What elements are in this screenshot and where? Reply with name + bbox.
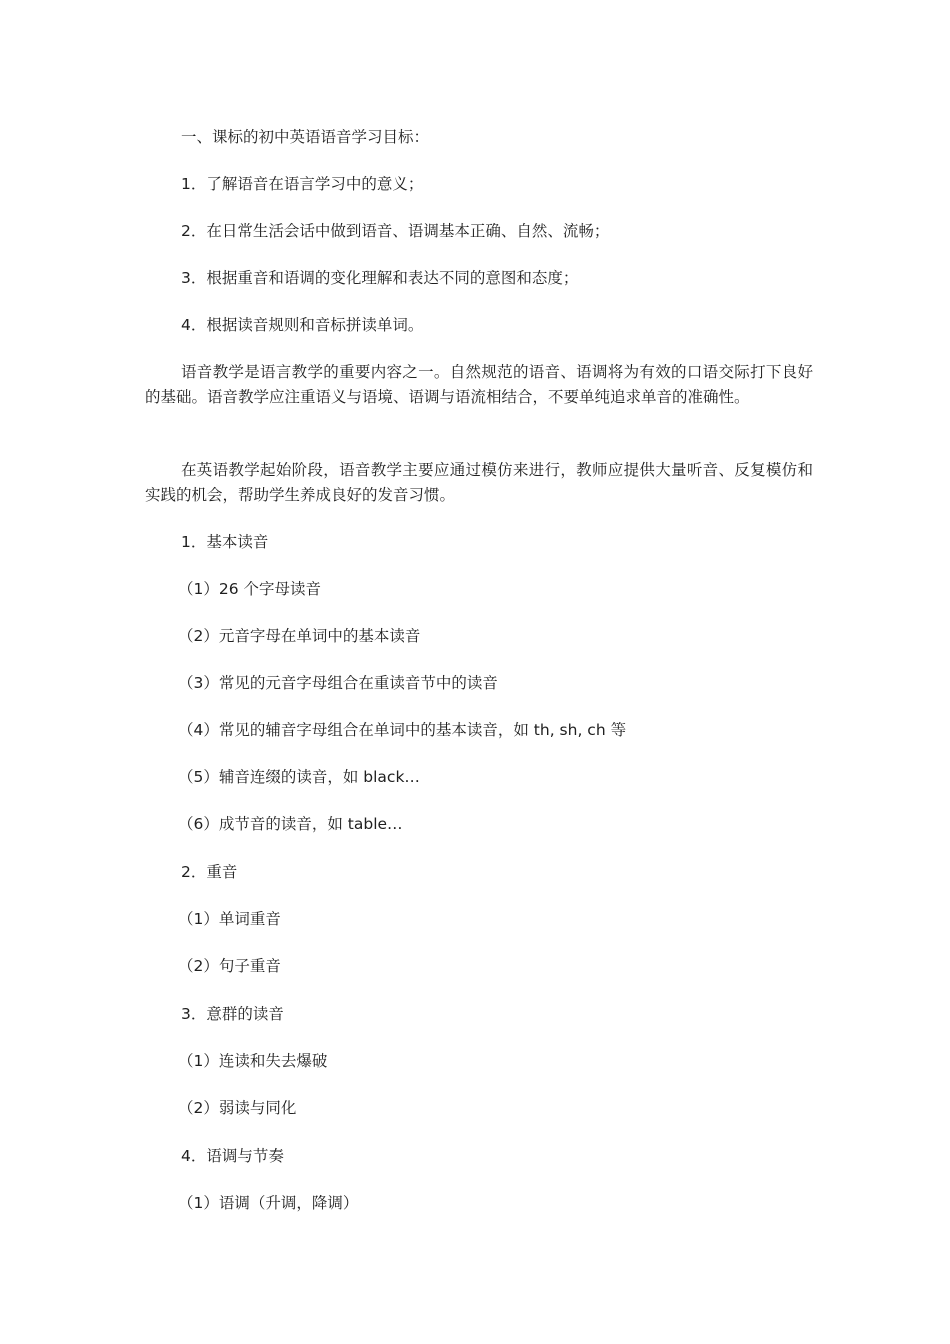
body-paragraph: 语音教学是语言教学的重要内容之一。自然规范的语音、语调将为有效的口语交际打下良好的基础。语音教学应注重语义与语境、语调与语流相结合，不要单纯追求单音的准确性。: [145, 363, 813, 406]
list-item: （2）句子重音: [178, 957, 281, 975]
list-item: （4）常见的辅音字母组合在单词中的基本读音，如 th, sh, ch 等: [178, 721, 627, 739]
list-item: （3）常见的元音字母组合在重读音节中的读音: [178, 674, 498, 692]
list-item: （6）成节音的读音，如 table…: [178, 815, 403, 833]
goal-item: 3．根据重音和语调的变化理解和表达不同的意图和态度；: [181, 269, 579, 287]
goal-item: 2．在日常生活会话中做到语音、语调基本正确、自然、流畅；: [181, 222, 610, 240]
goal-item: 4．根据读音规则和音标拼读单词。: [181, 316, 424, 334]
list-item: （5）辅音连缀的读音，如 black…: [178, 768, 420, 786]
list-item: （2）弱读与同化: [178, 1099, 297, 1117]
goal-item: 1．了解语音在语言学习中的意义；: [181, 175, 424, 193]
subsection-title: 3．意群的读音: [181, 1005, 284, 1023]
list-item: （2）元音字母在单词中的基本读音: [178, 627, 421, 645]
list-item: （1）单词重音: [178, 910, 281, 928]
list-item: （1）语调（升调，降调）: [178, 1194, 359, 1212]
section-heading: 一、课标的初中英语语音学习目标：: [181, 128, 430, 146]
body-paragraph: 在英语教学起始阶段，语音教学主要应通过模仿来进行，教师应提供大量听音、反复模仿和实践的机会，帮助学生养成良好的发音习惯。: [145, 461, 813, 504]
subsection-title: 2．重音: [181, 863, 238, 881]
list-item: （1）连读和失去爆破: [178, 1052, 328, 1070]
list-item: （1）26 个字母读音: [178, 580, 322, 598]
subsection-title: 1．基本读音: [181, 533, 269, 551]
subsection-title: 4．语调与节奏: [181, 1147, 284, 1165]
